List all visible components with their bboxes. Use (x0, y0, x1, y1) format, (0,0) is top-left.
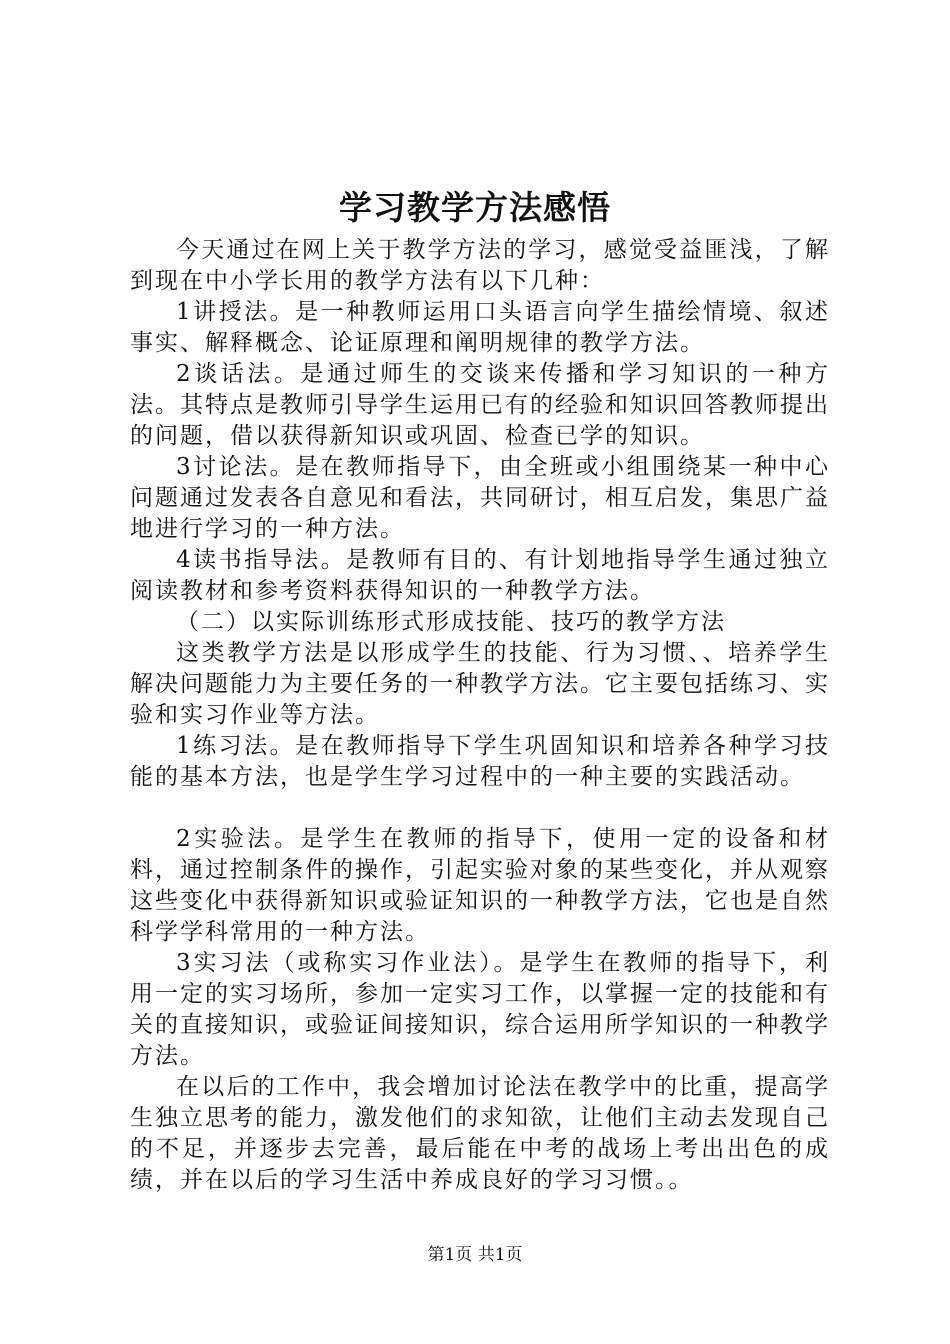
page-footer: 第1页 共1页 (427, 1245, 523, 1265)
document-body (130, 235, 830, 1196)
paragraph-lecture-method: 1讲授法。是一种教师运用口头语言向学生描绘情境、叙述事实、解释概念、论证原理和阐明规律的教学方法。 (130, 299, 830, 356)
paragraph-conclusion: 在以后的工作中，我会增加讨论法在教学中的比重，提高学生独立思考的能力，激发他们的求知欲，让他们主动去发现自己的不足，并逐步去完善，最后能在中考的战场上考出出色的成绩，并在以后的学习生活中养成良好的学习习惯。。 (130, 1074, 830, 1193)
section-heading-practice-methods: （二）以实际训练形式形成技能、技巧的教学方法 (176, 609, 726, 635)
paragraph-discussion-method: 3讨论法。是在教师指导下，由全班或小组围绕某一种中心问题通过发表各自意见和看法，共同研讨，相互启发，集思广益地进行学习的一种方法。 (130, 454, 830, 542)
document-title: 学习教学方法感悟 (339, 188, 611, 227)
paragraph-exercise-method: 1练习法。是在教师指导下学生巩固知识和培养各种学习技能的基本方法，也是学生学习过程中的一种主要的实践活动。 (130, 733, 830, 790)
paragraph-experiment-method: 2实验法。是学生在教师的指导下，使用一定的设备和材料，通过控制条件的操作，引起实验对象的某些变化，并从观察这些变化中获得新知识或验证知识的一种教学方法，它也是自然科学学科常用的一种方法。 (130, 826, 830, 945)
paragraph-internship-method: 3实习法（或称实习作业法）。是学生在教师的指导下，利用一定的实习场所，参加一定实习工作，以掌握一定的技能和有关的直接知识，或验证间接知识，综合运用所学知识的一种教学方法。 (130, 950, 830, 1069)
paragraph-practice-overview: 这类教学方法是以形成学生的技能、行为习惯、、培养学生解决问题能力为主要任务的一种教学方法。它主要包括练习、实验和实习作业等方法。 (130, 640, 830, 728)
paragraph-conversation-method: 2谈话法。是通过师生的交谈来传播和学习知识的一种方法。其特点是教师引导学生运用已有的经验和知识回答教师提出的问题，借以获得新知识或巩固、检查已学的知识。 (130, 361, 830, 449)
paragraph-intro: 今天通过在网上关于教学方法的学习，感觉受益匪浅，了解到现在中小学长用的教学方法有以下几种： (130, 237, 830, 294)
paragraph-reading-guidance-method: 4读书指导法。是教师有目的、有计划地指导学生通过独立阅读教材和参考资料获得知识的一种教学方法。 (130, 547, 830, 604)
